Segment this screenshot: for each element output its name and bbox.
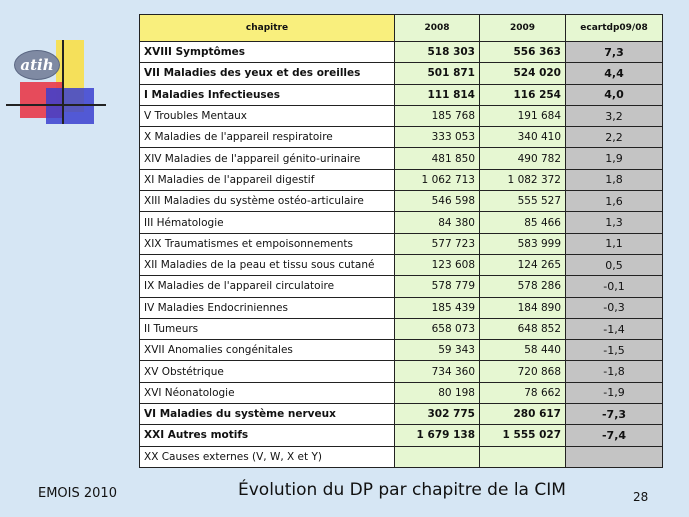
row-value-2008 (395, 446, 480, 467)
row-value-2009: 583 999 (480, 233, 566, 254)
row-value-2008: 185 768 (395, 105, 480, 126)
row-ecart: 4,4 (566, 63, 663, 84)
atih-logo (6, 40, 106, 130)
row-chapitre: XXI Autres motifs (140, 425, 395, 446)
row-chapitre: III Hématologie (140, 212, 395, 233)
row-ecart: -1,9 (566, 382, 663, 403)
logo-horizontal-line (6, 104, 106, 106)
row-ecart: 7,3 (566, 42, 663, 63)
table-header-row (140, 15, 663, 42)
table-row (140, 127, 663, 148)
row-ecart: 1,9 (566, 148, 663, 169)
row-chapitre: XVI Néonatologie (140, 382, 395, 403)
header-2008: 2008 (395, 15, 480, 42)
row-value-2008: 1 062 713 (395, 169, 480, 190)
row-value-2008: 123 608 (395, 254, 480, 275)
table-row (140, 340, 663, 361)
row-value-2009: 191 684 (480, 105, 566, 126)
row-value-2008: 577 723 (395, 233, 480, 254)
table-row (140, 84, 663, 105)
table-row (140, 148, 663, 169)
row-value-2008: 501 871 (395, 63, 480, 84)
table-row (140, 404, 663, 425)
row-value-2009 (480, 446, 566, 467)
row-ecart: 1,6 (566, 191, 663, 212)
row-ecart: -1,4 (566, 318, 663, 339)
row-value-2009: 555 527 (480, 191, 566, 212)
row-value-2008: 185 439 (395, 297, 480, 318)
table-row (140, 191, 663, 212)
row-value-2008: 734 360 (395, 361, 480, 382)
row-chapitre: IV Maladies Endocriniennes (140, 297, 395, 318)
table-row (140, 42, 663, 63)
row-value-2008: 84 380 (395, 212, 480, 233)
row-ecart: 1,1 (566, 233, 663, 254)
row-value-2009: 58 440 (480, 340, 566, 361)
header-chapitre: chapitre (140, 15, 395, 42)
row-value-2009: 524 020 (480, 63, 566, 84)
chapter-table (139, 14, 663, 468)
row-chapitre: XV Obstétrique (140, 361, 395, 382)
table-row (140, 276, 663, 297)
header-ecart: ecartdp09/08 (566, 15, 663, 42)
row-value-2009: 340 410 (480, 127, 566, 148)
table-row (140, 233, 663, 254)
row-chapitre: II Tumeurs (140, 318, 395, 339)
row-value-2009: 578 286 (480, 276, 566, 297)
row-value-2008: 578 779 (395, 276, 480, 297)
row-value-2009: 116 254 (480, 84, 566, 105)
row-chapitre: VI Maladies du système nerveux (140, 404, 395, 425)
footer-left-label: EMOIS 2010 (38, 486, 117, 501)
row-chapitre: XX Causes externes (V, W, X et Y) (140, 446, 395, 467)
row-ecart: 2,2 (566, 127, 663, 148)
row-value-2009: 184 890 (480, 297, 566, 318)
table-row (140, 254, 663, 275)
row-chapitre: XI Maladies de l'appareil digestif (140, 169, 395, 190)
row-chapitre: XIV Maladies de l'appareil génito-urinaire (140, 148, 395, 169)
row-value-2008: 546 598 (395, 191, 480, 212)
row-value-2008: 518 303 (395, 42, 480, 63)
table-row (140, 425, 663, 446)
row-value-2008: 111 814 (395, 84, 480, 105)
slide-title: Évolution du DP par chapitre de la CIM (238, 480, 566, 500)
row-ecart: -7,3 (566, 404, 663, 425)
row-chapitre: I Maladies Infectieuses (140, 84, 395, 105)
row-ecart: -1,8 (566, 361, 663, 382)
row-ecart: -7,4 (566, 425, 663, 446)
row-ecart (566, 446, 663, 467)
row-value-2008: 333 053 (395, 127, 480, 148)
logo-blue-block (46, 88, 94, 124)
row-value-2009: 280 617 (480, 404, 566, 425)
row-value-2009: 1 082 372 (480, 169, 566, 190)
row-ecart: 1,8 (566, 169, 663, 190)
row-chapitre: XII Maladies de la peau et tissu sous cutané (140, 254, 395, 275)
table-row (140, 212, 663, 233)
logo-text: atih (14, 50, 60, 80)
logo-vertical-line (62, 40, 64, 124)
row-value-2009: 1 555 027 (480, 425, 566, 446)
row-value-2009: 85 466 (480, 212, 566, 233)
header-2009: 2009 (480, 15, 566, 42)
row-value-2008: 59 343 (395, 340, 480, 361)
page-number: 28 (633, 490, 649, 504)
table-row (140, 361, 663, 382)
row-value-2008: 80 198 (395, 382, 480, 403)
row-ecart: -0,1 (566, 276, 663, 297)
table-row (140, 382, 663, 403)
row-value-2009: 78 662 (480, 382, 566, 403)
table-row (140, 446, 663, 467)
row-chapitre: X Maladies de l'appareil respiratoire (140, 127, 395, 148)
row-value-2009: 124 265 (480, 254, 566, 275)
row-chapitre: VII Maladies des yeux et des oreilles (140, 63, 395, 84)
row-value-2009: 490 782 (480, 148, 566, 169)
row-value-2009: 648 852 (480, 318, 566, 339)
row-chapitre: XIII Maladies du système ostéo-articulaire (140, 191, 395, 212)
row-ecart: 0,5 (566, 254, 663, 275)
row-value-2009: 720 868 (480, 361, 566, 382)
row-value-2008: 481 850 (395, 148, 480, 169)
row-ecart: -1,5 (566, 340, 663, 361)
table-row (140, 318, 663, 339)
table-row (140, 297, 663, 318)
row-ecart: 1,3 (566, 212, 663, 233)
table-row (140, 169, 663, 190)
row-value-2008: 658 073 (395, 318, 480, 339)
row-value-2008: 302 775 (395, 404, 480, 425)
row-ecart: -0,3 (566, 297, 663, 318)
row-ecart: 4,0 (566, 84, 663, 105)
row-value-2009: 556 363 (480, 42, 566, 63)
table-row (140, 105, 663, 126)
table-row (140, 63, 663, 84)
row-chapitre: IX Maladies de l'appareil circulatoire (140, 276, 395, 297)
row-value-2008: 1 679 138 (395, 425, 480, 446)
row-ecart: 3,2 (566, 105, 663, 126)
row-chapitre: XIX Traumatismes et empoisonnements (140, 233, 395, 254)
row-chapitre: XVIII Symptômes (140, 42, 395, 63)
row-chapitre: V Troubles Mentaux (140, 105, 395, 126)
row-chapitre: XVII Anomalies congénitales (140, 340, 395, 361)
